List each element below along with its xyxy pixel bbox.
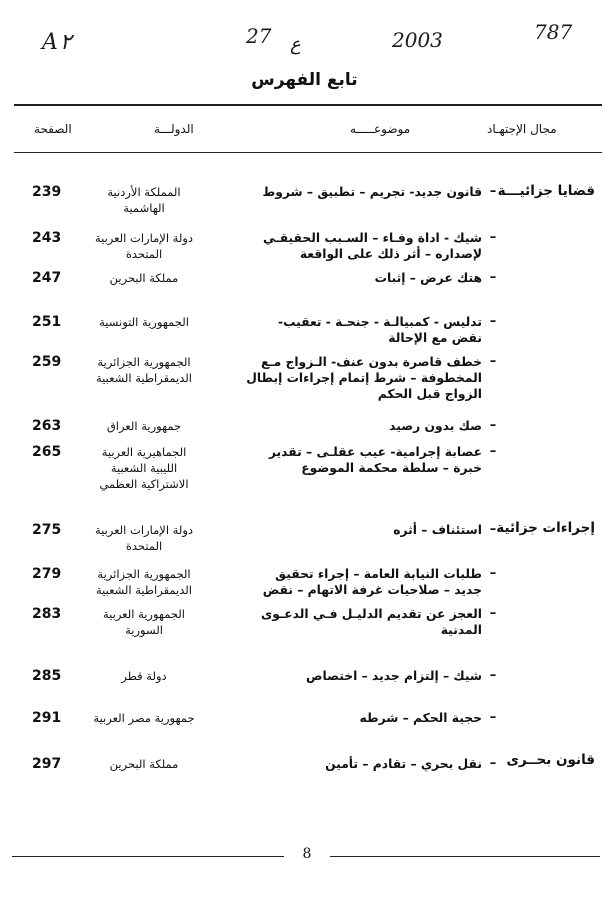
entry-page-number: 279 xyxy=(32,566,62,582)
entry-dash: – xyxy=(489,354,497,369)
entry-country xyxy=(74,184,214,216)
handwritten-issue-number: 27 xyxy=(246,24,272,48)
entry-country xyxy=(74,444,214,492)
entry-country xyxy=(74,314,214,330)
entry-country xyxy=(74,566,214,598)
entry-page-number: 275 xyxy=(32,522,62,538)
entry-country xyxy=(74,354,214,386)
footer-rule-right xyxy=(330,856,600,857)
entry-country-line: مملكة البحرين xyxy=(109,757,179,771)
header-top-rule xyxy=(14,104,602,106)
entry-country-line: الاشتراكية العظمي xyxy=(99,477,189,491)
entry-country-line: المتحدة xyxy=(125,247,163,261)
entry-country xyxy=(74,606,214,638)
handwritten-code-right: 787 xyxy=(534,20,573,44)
entry-dash: – xyxy=(489,184,497,199)
entry-dash: – xyxy=(489,230,497,245)
entry-subject xyxy=(218,230,482,262)
entry-dash: – xyxy=(489,756,497,771)
entry-subject-line: قانون جديد- تجريم – تطبيق – شروط xyxy=(262,185,482,199)
entry-subject-line: خطف قاصرة بدون عنف- الـزواج مـع xyxy=(260,355,482,369)
entry-subject-line: لإصداره – أثر ذلك على الواقعة xyxy=(299,247,482,261)
entry-country-line: المتحدة xyxy=(125,539,163,553)
entry-dash: – xyxy=(489,710,497,725)
entry-page-number: 265 xyxy=(32,444,62,460)
entry-country-line: جمهورية مصر العربية xyxy=(93,711,195,725)
entry-country-line: السورية xyxy=(125,623,163,637)
entry-country-line: الجمهورية الجزائرية xyxy=(97,567,191,581)
entry-country xyxy=(74,418,214,434)
entry-subject-line: المخطوفة – شرط إتمام إجراءات إبطال xyxy=(246,371,482,385)
entry-subject xyxy=(218,184,482,200)
column-header-country: الدولـــة xyxy=(154,122,194,136)
entry-subject-line: تدليس - كمبيالـة - جنحـة - تعقيب- xyxy=(277,315,482,329)
entry-country-line: جمهورية العراق xyxy=(106,419,182,433)
entry-page-number: 263 xyxy=(32,418,62,434)
entry-country-line: المملكة الأردنية xyxy=(107,185,181,199)
category-criminal-procedures: إجراءات جزائية xyxy=(496,520,595,536)
entry-subject-line: شيك – إلتزام جديد – اختصاص xyxy=(305,669,482,683)
handwritten-year: 2003 xyxy=(392,28,443,52)
entry-subject xyxy=(218,710,482,726)
entry-subject xyxy=(218,566,482,598)
entry-subject-line: هتك عرض – إثبات xyxy=(374,271,482,285)
category-maritime-law: قانون بحــرى xyxy=(506,752,595,768)
entry-country-line: الديمقراطية الشعبية xyxy=(96,371,192,385)
entry-dash: – xyxy=(489,668,497,683)
entry-subject-line: طلبات النيابة العامة – إجراء تحقيق xyxy=(275,567,482,581)
entry-subject-line: الزواج قبل الحكم xyxy=(377,387,482,401)
entry-country-line: دولة الإمارات العربية xyxy=(94,231,194,245)
entry-subject-line: نقل بحري – تقادم – تأمين xyxy=(325,757,482,771)
entry-page-number: 285 xyxy=(32,668,62,684)
column-header-page: الصفحة xyxy=(34,122,72,136)
entry-subject-line: حجية الحكم – شرطه xyxy=(359,711,482,725)
entry-country-line: الجمهورية التونسية xyxy=(99,315,189,329)
entry-country xyxy=(74,270,214,286)
page-number: 8 xyxy=(302,846,312,862)
entry-dash: – xyxy=(489,314,497,329)
handwritten-note-left: A٢ xyxy=(42,30,72,55)
entry-country xyxy=(74,756,214,772)
page-title: تابع الفهرس xyxy=(251,70,358,90)
entry-subject-line: المدنية xyxy=(440,623,482,637)
entry-page-number: 247 xyxy=(32,270,62,286)
entry-subject xyxy=(218,418,482,434)
entry-country-line: دولة قطر xyxy=(121,669,167,683)
handwritten-ain-letter: ع xyxy=(290,34,301,55)
entry-subject xyxy=(218,444,482,476)
category-criminal-cases: قضايا جزائيـــة xyxy=(497,183,595,199)
entry-country xyxy=(74,710,214,726)
entry-subject xyxy=(218,606,482,638)
entry-country-line: الهاشمية xyxy=(123,201,165,215)
entry-subject xyxy=(218,270,482,286)
entry-country-line: الديمقراطية الشعبية xyxy=(96,583,192,597)
entry-country-line: الجماهيرية العربية xyxy=(101,445,187,459)
entry-country xyxy=(74,230,214,262)
entry-subject-line: خبرة – سلطة محكمة الموضوع xyxy=(301,461,482,475)
entry-page-number: 283 xyxy=(32,606,62,622)
entry-subject-line: استئناف – أثره xyxy=(393,523,482,537)
entry-subject-line: العجز عن تقديم الدليـل فـي الدعـوى xyxy=(261,607,482,621)
entry-country-line: الجمهورية العربية xyxy=(102,607,186,621)
column-header-field: مجال الإجتهـاد xyxy=(487,122,557,136)
entry-dash: – xyxy=(489,566,497,581)
entry-dash: – xyxy=(489,522,497,537)
entry-country-line: الليبية الشعبية xyxy=(110,461,178,475)
entry-subject-line: صك بدون رصيد xyxy=(389,419,482,433)
entry-subject xyxy=(218,668,482,684)
entry-dash: – xyxy=(489,270,497,285)
entry-subject-line: نقض مع الإحالة xyxy=(388,331,482,345)
entry-country xyxy=(74,668,214,684)
column-header-subject: موضوعـــــه xyxy=(350,122,411,136)
entry-subject xyxy=(218,354,482,402)
entry-page-number: 297 xyxy=(32,756,62,772)
entry-subject xyxy=(218,314,482,346)
entry-subject-line: عصابة إجرامية- عيب عقلـى – تقدير xyxy=(268,445,482,459)
entry-dash: – xyxy=(489,606,497,621)
entry-subject-line: جديد – صلاحيات غرفة الاتهام – نقض xyxy=(262,583,482,597)
entry-page-number: 243 xyxy=(32,230,62,246)
entry-page-number: 251 xyxy=(32,314,62,330)
entry-country-line: دولة الإمارات العربية xyxy=(94,523,194,537)
header-bottom-rule xyxy=(14,152,602,153)
footer-rule-left xyxy=(12,856,284,857)
entry-subject xyxy=(218,522,482,538)
entry-subject xyxy=(218,756,482,772)
entry-page-number: 291 xyxy=(32,710,62,726)
entry-subject-line: شيك - اداة وفـاء – السـبب الحقيقـي xyxy=(263,231,482,245)
entry-country-line: مملكة البحرين xyxy=(109,271,179,285)
entry-country xyxy=(74,522,214,554)
entry-dash: – xyxy=(489,418,497,433)
entry-dash: – xyxy=(489,444,497,459)
entry-page-number: 239 xyxy=(32,184,62,200)
entry-page-number: 259 xyxy=(32,354,62,370)
entry-country-line: الجمهورية الجزائرية xyxy=(97,355,191,369)
